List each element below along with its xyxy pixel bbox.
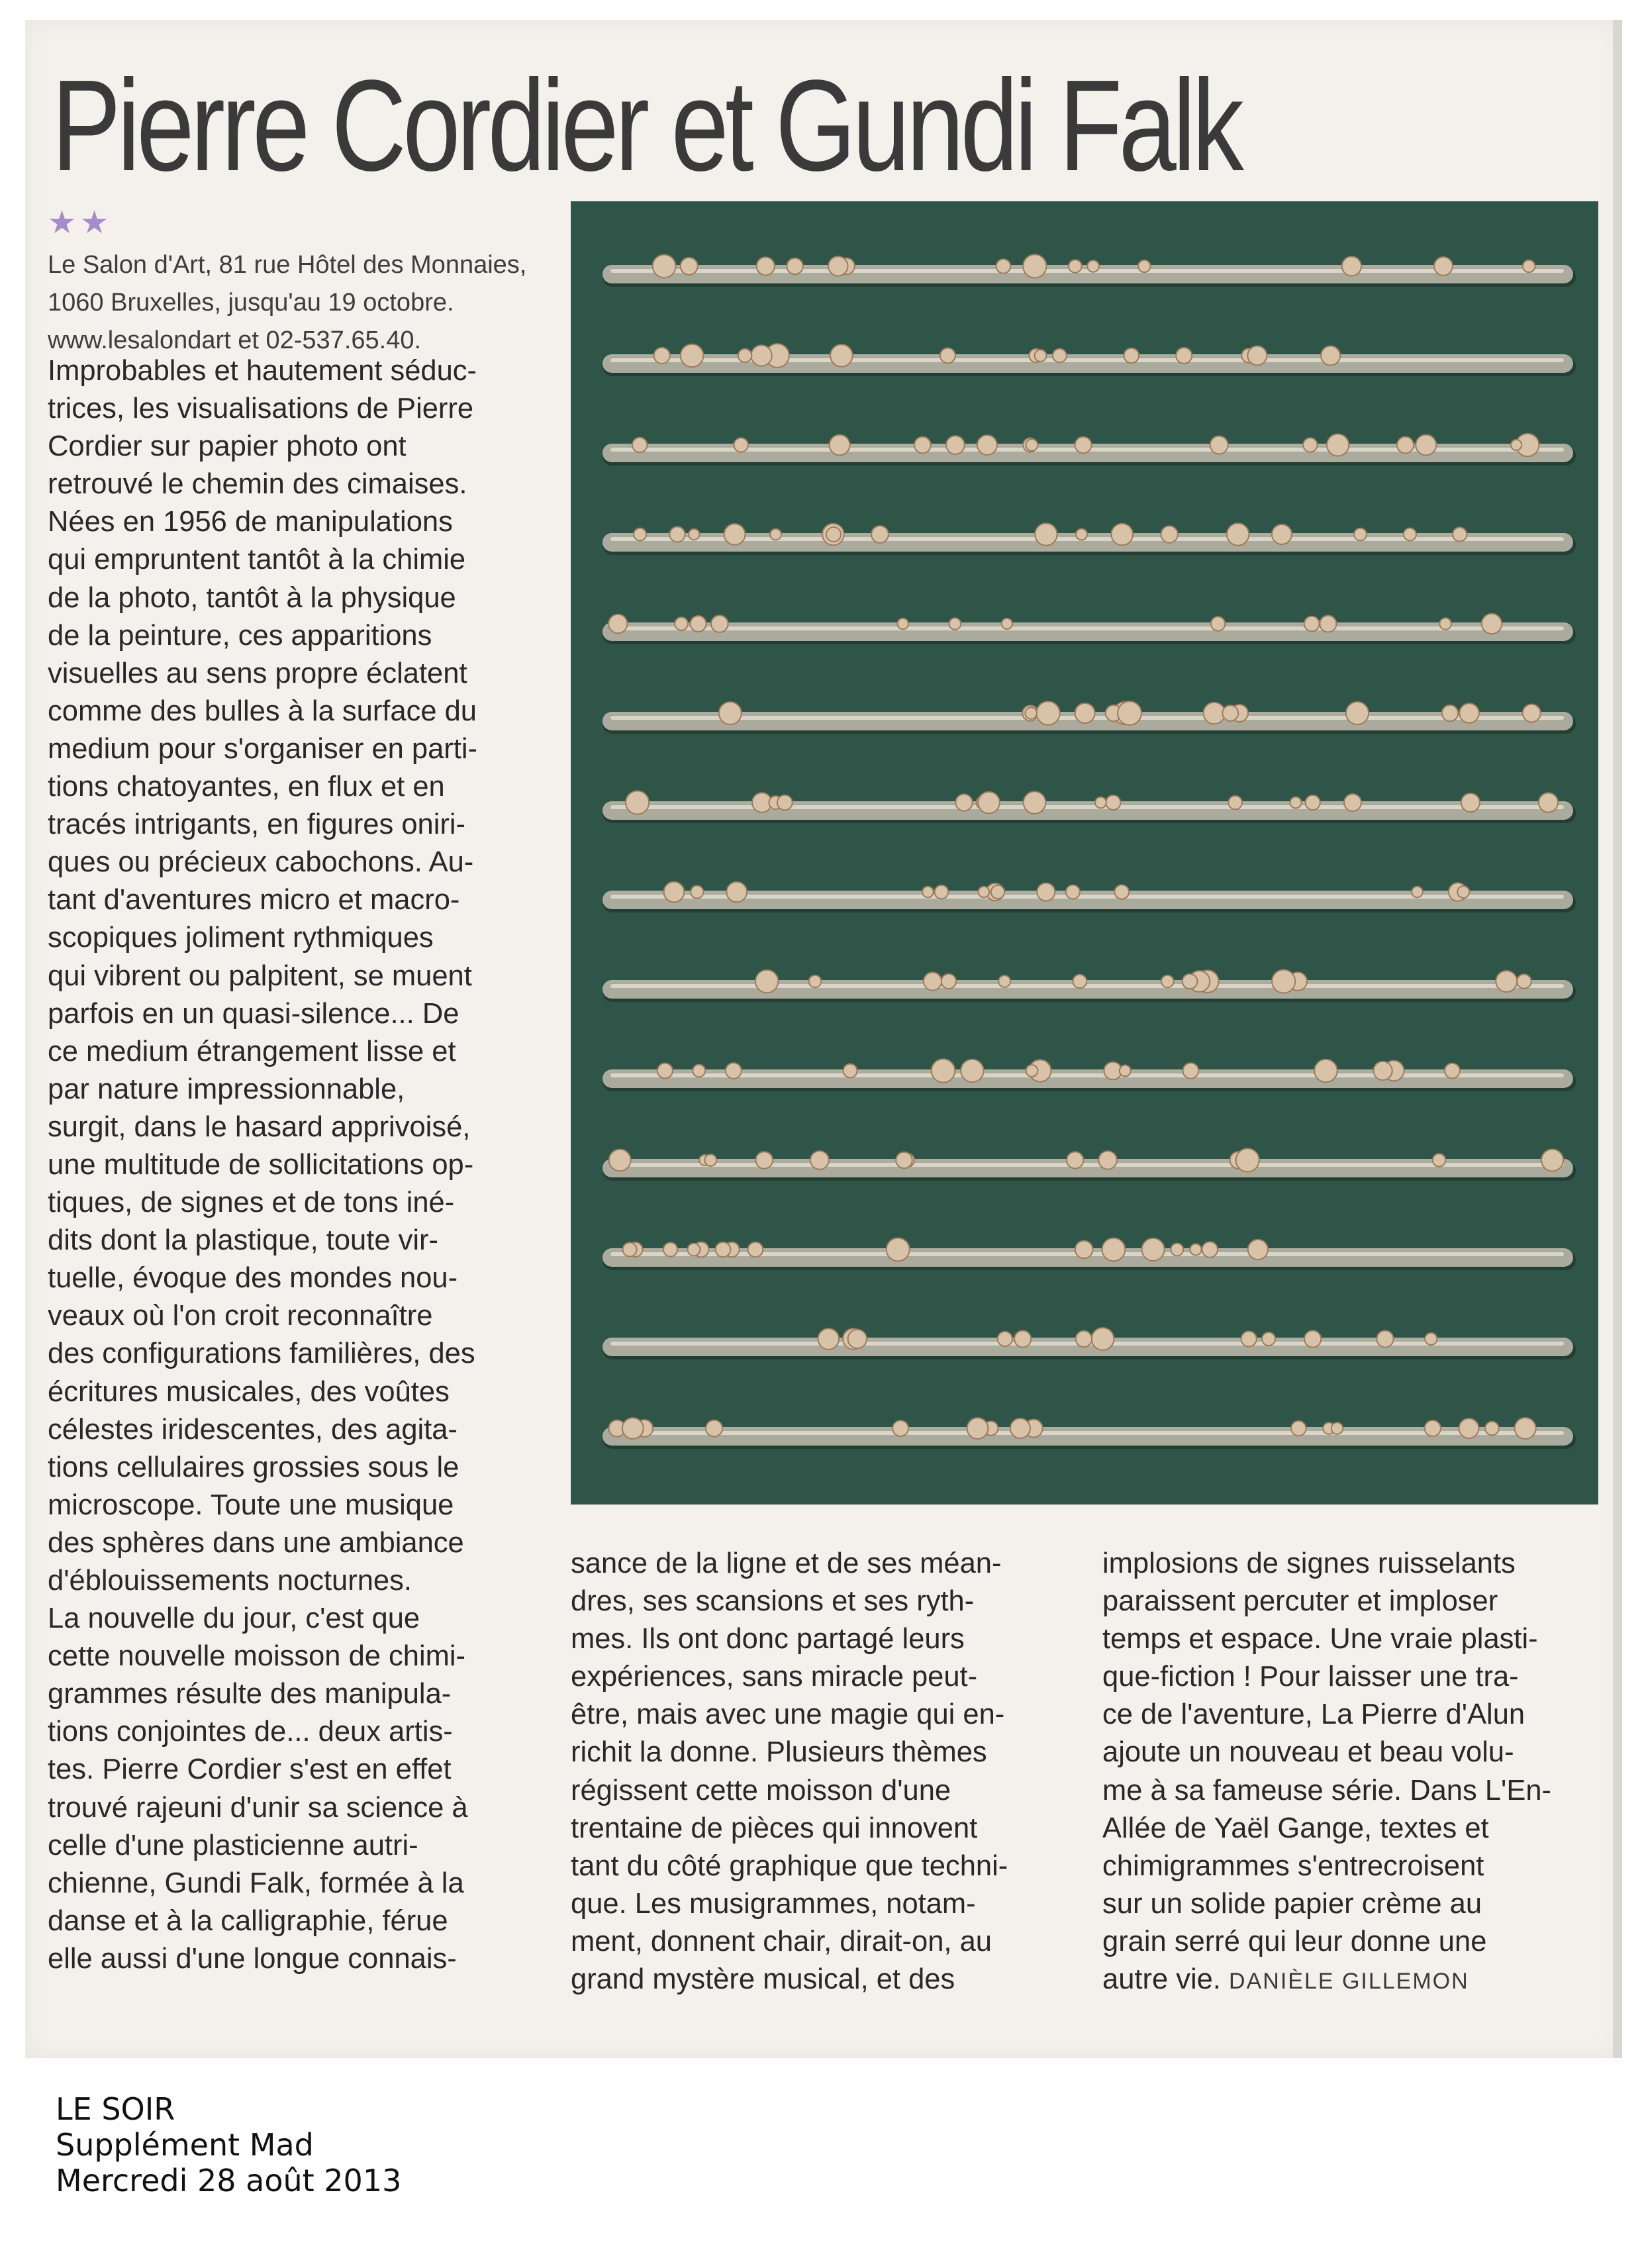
artwork-bubble [634, 528, 646, 541]
artwork-bubble [991, 885, 1004, 899]
text-line: tuelle, évoque des mondes nou- [48, 1262, 458, 1295]
artwork-bubble [726, 1063, 742, 1079]
artwork-bubble [1425, 1333, 1437, 1345]
text-line: tant du côté graphique que techni- [571, 1849, 1008, 1882]
artwork-bubble [830, 435, 850, 456]
artwork-bubble [1024, 791, 1046, 814]
info-line: Le Salon d'Art, 81 rue Hôtel des Monnaies, [48, 251, 527, 279]
artwork-bubble [1023, 254, 1046, 277]
artwork-bubble [1076, 529, 1087, 540]
text-line: écritures musicales, des voûtes [48, 1375, 450, 1408]
artwork-bubble [1262, 1332, 1275, 1346]
text-line: temps et espace. Une vraie plasti- [1102, 1623, 1538, 1655]
artwork-bubble [1485, 1422, 1499, 1436]
artwork-bubble [1106, 795, 1120, 810]
artwork-bubble [1482, 614, 1502, 634]
artwork-bubble [626, 791, 649, 814]
artwork-bubble [1517, 974, 1531, 989]
artwork-stroke [603, 1238, 1576, 1271]
text-line: trentaine de pièces qui innovent [571, 1812, 978, 1844]
text-line: ques ou précieux cabochons. Au- [48, 846, 474, 879]
publication-credit [56, 2091, 401, 2198]
artwork-bubble [1321, 346, 1340, 366]
text-line: tions chatoyantes, en flux et en [48, 771, 445, 803]
artwork-bubble [1228, 796, 1242, 810]
text-line: dits dont la plastique, toute vir- [48, 1224, 438, 1257]
text-line [1102, 1961, 1625, 2000]
artwork-bubble [1227, 523, 1249, 545]
text-line: grammes résulte des manipula- [48, 1678, 452, 1710]
artwork-bubble [1036, 701, 1059, 724]
artwork-bubble [1067, 1152, 1083, 1168]
text-line: mes. Ils ont donc partagé leurs [571, 1623, 965, 1655]
artwork-bubble [691, 885, 703, 898]
artwork-bubble [756, 1152, 773, 1169]
text-line: tes. Pierre Cordier s'est en effet [48, 1753, 452, 1786]
text-line: expériences, sans miracle peut- [571, 1661, 978, 1693]
artwork-bubble [1272, 524, 1292, 544]
artwork-bubble [887, 1238, 910, 1261]
artwork-bubble [1344, 794, 1361, 811]
artwork-bubble [787, 258, 802, 274]
artwork-bubble [946, 436, 965, 454]
artwork-bubble [748, 1242, 763, 1257]
text-line: medium pour s'organiser en parti- [48, 732, 478, 765]
artwork-bubble [1425, 1420, 1441, 1436]
text-line: trices, les visualisations de Pierre [48, 393, 474, 425]
text-line: des configurations familières, des [48, 1338, 475, 1370]
text-line: être, mais avec une magie qui en- [571, 1699, 1005, 1731]
artwork-bubble [848, 1330, 867, 1348]
artwork-bubble [757, 257, 775, 275]
artwork-stroke [603, 791, 1576, 823]
artwork-bubble [1327, 434, 1349, 456]
text-line: que. Les musigrammes, notam- [571, 1887, 976, 1920]
artwork-bubble [1183, 1063, 1199, 1079]
artwork-bubble [1098, 1151, 1116, 1169]
artwork-bubble [1304, 616, 1320, 632]
text-line: cette nouvelle moisson de chimi- [48, 1640, 466, 1673]
artwork-stroke [603, 1418, 1576, 1449]
artwork-bubble [734, 438, 748, 452]
text-line: tiques, de signes et de tons iné- [48, 1187, 455, 1219]
article-column-2 [571, 1545, 1094, 1998]
artwork-bubble [711, 615, 728, 632]
text-line: que-fiction ! Pour laisser une tra- [1102, 1661, 1519, 1693]
artwork-bubble [871, 526, 889, 543]
artwork-bubble [688, 1244, 700, 1256]
artwork-bubble [1434, 257, 1453, 275]
artwork-bubble [1511, 440, 1521, 450]
artwork-bubble [1416, 435, 1436, 456]
credit-supplement: Supplément Mad [56, 2127, 314, 2163]
text-line: microscope. Toute une musique [48, 1489, 454, 1521]
artwork-bubble [935, 885, 949, 899]
artwork-bubble [818, 1328, 840, 1350]
artwork-bubble [1331, 1422, 1343, 1434]
artwork-bubble [1037, 883, 1055, 901]
artwork-bubble [1115, 885, 1130, 899]
exhibition-info [48, 246, 557, 360]
artwork-bubble [669, 526, 685, 542]
artwork-bubble [1142, 1238, 1165, 1261]
text-line: de la peinture, ces apparitions [48, 619, 432, 652]
artwork-bubble [1183, 974, 1198, 989]
text-line: tracés intrigants, en figures oniri- [48, 809, 466, 841]
text-line: tant d'aventures micro et macro- [48, 884, 460, 916]
info-line: 1060 Bruxelles, jusqu'au 19 octobre. [48, 289, 454, 317]
text-line: me à sa fameuse série. Dans L'En- [1102, 1774, 1552, 1806]
artwork-bubble [726, 882, 747, 903]
text-line: danse et à la calligraphie, férue [48, 1904, 448, 1937]
artwork-bubble [1291, 1421, 1306, 1436]
artwork-bubble [830, 344, 853, 367]
artwork-bubble [1014, 1330, 1031, 1347]
artwork-bubble [1075, 1241, 1093, 1259]
info-line: www.lesalondart et 02-537.65.40. [48, 326, 422, 354]
artwork-bubble [922, 887, 934, 898]
artwork-image [571, 201, 1598, 1504]
artwork-bubble [719, 702, 742, 724]
artwork-bubble [681, 344, 704, 368]
artwork-bubble [961, 1060, 983, 1082]
artwork-bubble [1161, 526, 1178, 542]
chimigramme-artwork [571, 201, 1598, 1504]
artwork-stroke [603, 614, 1576, 644]
artwork-bubble [1111, 524, 1133, 546]
artwork-bubble [675, 617, 688, 630]
text-line: par nature impressionnable, [48, 1073, 405, 1105]
text-line: tions conjointes de... deux artis- [48, 1716, 453, 1748]
artwork-bubble [1496, 971, 1517, 992]
artwork-bubble [704, 1154, 716, 1166]
artwork-bubble [1002, 618, 1012, 629]
artwork-bubble [932, 1059, 955, 1083]
text-line: ment, donnent chair, dirait-on, au [571, 1925, 992, 1957]
artwork-bubble [1346, 702, 1369, 724]
text-line: sance de la ligne et de ses méan- [571, 1548, 1002, 1579]
artwork-bubble [1515, 1418, 1536, 1439]
artwork-bubble [897, 618, 908, 630]
artwork-bubble [826, 527, 841, 542]
artwork-bubble [1303, 438, 1317, 452]
artwork-stroke [603, 344, 1576, 376]
text-line: chienne, Gundi Falk, formée à la [48, 1867, 464, 1899]
text-line: ajoute un nouveau et beau volu- [1102, 1736, 1514, 1769]
artwork-bubble [1539, 793, 1558, 812]
artwork-stroke [603, 254, 1576, 287]
artwork-bubble [1374, 1061, 1392, 1080]
text-line: tions cellulaires grossies sous le [48, 1451, 459, 1483]
artwork-bubble [896, 1152, 912, 1169]
artwork-stroke [603, 969, 1576, 1002]
article-column-1 [48, 352, 564, 1978]
text-line: régissent cette moisson d'une [571, 1774, 951, 1806]
artwork-bubble [1190, 1244, 1201, 1255]
text-line: parfois en un quasi-silence... De [48, 997, 459, 1030]
artwork-bubble [1176, 348, 1192, 364]
artwork-bubble [978, 792, 1000, 814]
artwork-bubble [1412, 887, 1423, 898]
text-line: retrouvé le chemin des cimaises. [48, 468, 467, 501]
rating-stars: ★★ [48, 204, 113, 241]
artwork-bubble [1035, 523, 1057, 545]
text-line: visuelles au sens propre éclatent [48, 657, 467, 689]
artwork-bubble [632, 438, 647, 452]
artwork-bubble [654, 348, 670, 364]
artwork-bubble [949, 618, 961, 630]
artwork-bubble [940, 348, 955, 364]
text-line: trouvé rajeuni d'unir sa science à [48, 1791, 468, 1824]
artwork-bubble [663, 1242, 677, 1256]
artwork-bubble [844, 1064, 857, 1078]
artwork-bubble [693, 1065, 705, 1077]
artwork-bubble [623, 1243, 637, 1257]
artwork-bubble [1010, 1418, 1030, 1438]
artwork-bubble [1442, 705, 1458, 721]
artwork-bubble [979, 887, 990, 898]
artwork-bubble [1124, 348, 1139, 364]
artwork-bubble [1069, 260, 1082, 273]
artwork-bubble [1118, 701, 1141, 725]
artwork-bubble [809, 975, 822, 988]
artwork-bubble [770, 529, 781, 540]
artwork-bubble [1092, 1328, 1114, 1350]
artwork-bubble [1459, 703, 1479, 723]
artwork-bubble [706, 1420, 722, 1437]
artwork-stroke [603, 434, 1576, 466]
artwork-bubble [657, 1063, 673, 1079]
artwork-bubble [724, 524, 746, 545]
artwork-bubble [1075, 437, 1092, 454]
artwork-bubble [1210, 436, 1228, 454]
artwork-bubble [1236, 1148, 1259, 1171]
artwork-bubble [1035, 350, 1047, 362]
artwork-stroke [603, 1059, 1576, 1091]
artwork-bubble [1342, 256, 1361, 275]
artwork-stroke [603, 882, 1576, 912]
artwork-bubble [955, 794, 972, 811]
artwork-bubble [924, 972, 942, 990]
artwork-bubble [1304, 1330, 1321, 1347]
artwork-bubble [1222, 705, 1238, 721]
artwork-bubble [1306, 795, 1320, 810]
artwork-bubble [609, 1150, 631, 1171]
credit-date: Mercredi 28 août 2013 [56, 2163, 402, 2198]
artwork-bubble [1439, 618, 1451, 630]
artwork-bubble [1397, 437, 1414, 454]
artwork-bubble [777, 795, 793, 811]
article-column-3 [1102, 1545, 1625, 2000]
artwork-bubble [1248, 1240, 1268, 1259]
artwork-bubble [1433, 1154, 1445, 1166]
text-line: des sphères dans une ambiance [48, 1526, 464, 1559]
artwork-bubble [977, 435, 997, 455]
artwork-bubble [1204, 703, 1226, 724]
artwork-bubble [622, 1418, 644, 1439]
artwork-bubble [828, 256, 847, 275]
artwork-bubble [1095, 797, 1106, 809]
artwork-bubble [1523, 260, 1535, 272]
artwork-bubble [1523, 705, 1541, 722]
artwork-bubble [1076, 1331, 1092, 1347]
artwork-bubble [751, 345, 771, 366]
artwork-bubble [1026, 1065, 1038, 1077]
artwork-bubble [1171, 1244, 1183, 1256]
text-line: d'éblouissements nocturnes. [48, 1565, 412, 1597]
text-line: paraissent percuter et imploser [1102, 1585, 1498, 1618]
artwork-bubble [1073, 975, 1087, 989]
artwork-bubble [1202, 1242, 1218, 1257]
text-line: grand mystère musical, et des [571, 1963, 955, 1996]
artwork-stroke [603, 701, 1576, 734]
text-line: richit la donne. Plusieurs thèmes [571, 1736, 987, 1769]
text-line: Improbables et hautement séduc- [48, 355, 477, 387]
artwork-bubble [1075, 703, 1095, 723]
artwork-bubble [689, 529, 699, 540]
artwork-bubble [1161, 975, 1174, 988]
text-line: comme des bulles à la surface du [48, 695, 477, 727]
text-line: veaux où l'on croit reconnaître [48, 1300, 433, 1332]
closing-text: autre vie. [1102, 1963, 1221, 1996]
article-title: Pierre Cordier et Gundi Falk [52, 53, 1241, 198]
text-line: ce medium étrangement lisse et [48, 1035, 456, 1067]
artwork-bubble [653, 255, 676, 278]
artwork-bubble [914, 437, 931, 454]
text-line: ce de l'aventure, La Pierre d'Alun [1102, 1699, 1525, 1731]
artwork-bubble [608, 615, 627, 633]
text-line: Allée de Yaël Gange, textes et [1102, 1812, 1489, 1844]
artwork-bubble [998, 1332, 1012, 1346]
artwork-bubble [967, 1418, 989, 1439]
text-line: célestes iridescentes, des agita- [48, 1413, 458, 1446]
artwork-bubble [893, 1420, 908, 1436]
artwork-bubble [681, 258, 698, 275]
text-line: une multitude de sollicitations op- [48, 1148, 474, 1181]
artwork-bubble [1453, 527, 1467, 541]
artwork-bubble [942, 974, 956, 989]
artwork-bubble [1272, 969, 1295, 993]
artwork-bubble [1211, 616, 1225, 630]
artwork-bubble [1461, 793, 1480, 812]
artwork-bubble [1120, 1065, 1131, 1077]
text-line: Cordier sur papier photo ont [48, 430, 407, 463]
artwork-bubble [738, 349, 751, 362]
artwork-bubble [1241, 1331, 1257, 1346]
artwork-bubble [1445, 1063, 1460, 1079]
artwork-bubble [1320, 616, 1336, 632]
text-line: scopiques joliment rythmiques [48, 922, 434, 954]
artwork-bubble [1404, 528, 1416, 541]
artwork-bubble [1354, 528, 1367, 541]
artwork-bubble [996, 259, 1011, 273]
text-line: qui vibrent ou palpitent, se muent [48, 960, 472, 992]
text-line: dres, ses scansions et ses ryth- [571, 1585, 975, 1618]
artwork-bubble [716, 1242, 731, 1257]
artwork-bubble [1541, 1150, 1563, 1171]
artwork-bubble [1087, 260, 1099, 272]
artwork-bubble [1376, 1330, 1393, 1347]
text-line: elle aussi d'une longue connais- [48, 1942, 457, 1975]
artwork-bubble [998, 975, 1010, 987]
artwork-bubble [1290, 797, 1302, 809]
artwork-stroke [603, 1148, 1576, 1181]
artwork-bubble [755, 970, 778, 993]
artwork-stroke [603, 1328, 1576, 1359]
text-line: qui empruntent tantôt à la chimie [48, 544, 466, 576]
text-line: La nouvelle du jour, c'est que [48, 1602, 420, 1635]
text-line: celle d'une plasticienne autri- [48, 1829, 418, 1861]
artwork-bubble [810, 1151, 829, 1169]
artwork-stroke [603, 523, 1576, 555]
text-line: Nées en 1956 de manipulations [48, 506, 453, 538]
artwork-bubble [1138, 260, 1150, 272]
artwork-bubble [1459, 1418, 1479, 1438]
artwork-bubble [1247, 346, 1267, 366]
artwork-bubble [1053, 349, 1067, 363]
artwork-bubble [691, 616, 706, 632]
artwork-bubble [1026, 439, 1038, 451]
artwork-bubble [1102, 1238, 1126, 1261]
text-line: surgit, dans le hasard apprivoisé, [48, 1110, 471, 1143]
artwork-bubble [1025, 707, 1037, 719]
artwork-bubble [1457, 886, 1469, 898]
text-line: chimigrammes s'entrecroisent [1102, 1849, 1484, 1882]
text-line: grain serré qui leur donne une [1102, 1925, 1487, 1957]
text-line: implosions de signes ruisselants [1102, 1548, 1516, 1579]
artwork-bubble [664, 882, 685, 903]
byline: DANIÈLE GILLEMON [1229, 1969, 1469, 1995]
artwork-bubble [1066, 885, 1080, 899]
text-line: sur un solide papier crème au [1102, 1887, 1482, 1920]
credit-publication: LE SOIR [56, 2091, 175, 2127]
artwork-bubble [1314, 1060, 1337, 1082]
text-line: de la photo, tantôt à la physique [48, 581, 456, 614]
